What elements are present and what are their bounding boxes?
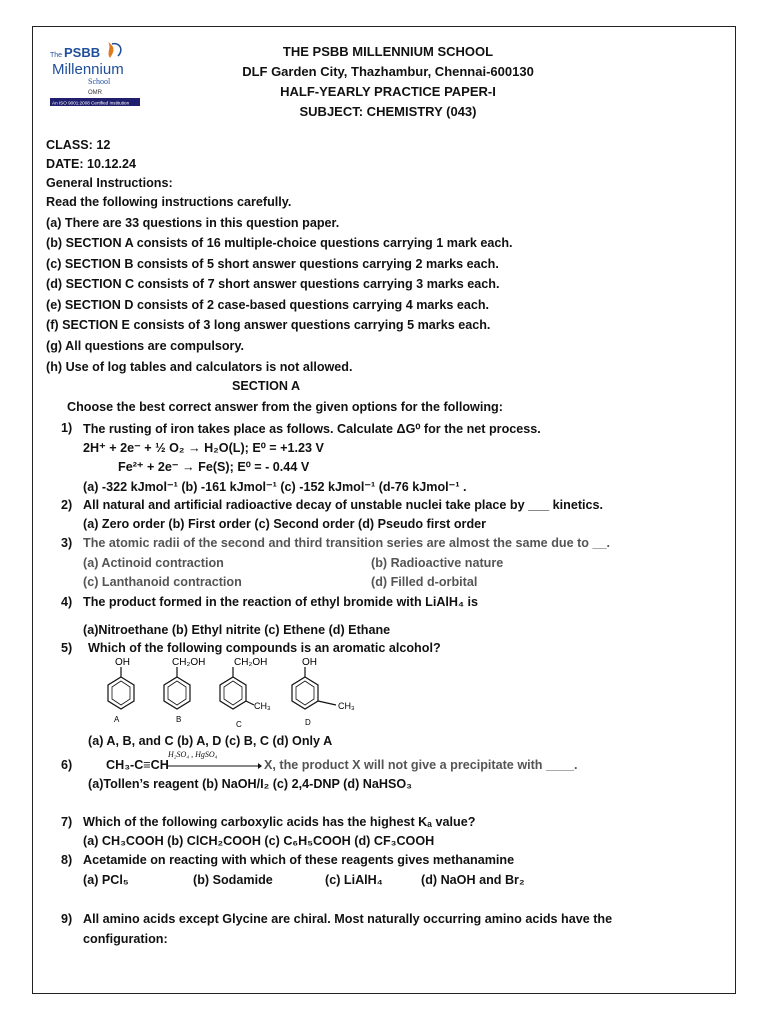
molecule-b-label: B: [176, 715, 182, 724]
q7-text: Which of the following carboxylic acids has the highest Kₐ value?: [83, 815, 476, 829]
q3-option-a: (a) Actinoid contraction: [83, 556, 224, 570]
molecule-c-group: CH₂OH: [234, 657, 268, 668]
q6-number: 6): [61, 758, 73, 772]
q4-options: (a)Nitroethane (b) Ethyl nitrite (c) Ethene (d) Ethane: [83, 623, 391, 637]
q8-text: Acetamide on reacting with which of these reagents gives methanamine: [83, 853, 515, 867]
general-instructions-title: General Instructions:: [46, 176, 173, 190]
q5-options: (a) A, B, and C (b) A, D (c) B, C (d) Only A: [88, 734, 333, 748]
molecule-d: [280, 655, 370, 736]
q1-equation-2: Fe²⁺ + 2e⁻ → Fe(S); E⁰ = - 0.44 V: [118, 460, 310, 474]
logo-millennium: Millennium: [52, 61, 124, 78]
q6-reagent: H₂SO₄ , HgSO₄: [168, 750, 218, 759]
q9-number: 9): [61, 912, 73, 926]
school-name: THE PSBB MILLENNIUM SCHOOL: [282, 44, 494, 59]
q5-number: 5): [61, 641, 73, 655]
q5-text: Which of the following compounds is an aromatic alcohol?: [88, 641, 441, 655]
date-line: DATE: 10.12.24: [46, 157, 137, 171]
molecule-c: [208, 655, 278, 736]
section-a-directive: Choose the best correct answer from the given options for the following:: [67, 400, 503, 414]
school-logo: [50, 38, 142, 108]
q3-number: 3): [61, 536, 73, 550]
q1-options: (a) -322 kJmol⁻¹ (b) -161 kJmol⁻¹ (c) -152 kJmol⁻¹ (d-76 kJmol⁻¹ .: [83, 480, 467, 494]
instruction-item: (b) SECTION A consists of 16 multiple-choice questions carrying 1 mark each.: [46, 236, 513, 250]
q3-option-c: (c) Lanthanoid contraction: [83, 575, 242, 589]
q2-text: All natural and artificial radioactive decay of unstable nuclei take place by ___ kinetics.: [83, 498, 604, 512]
q8-option-b: (b) Sodamide: [193, 873, 273, 887]
q3-option-d: (d) Filled d-orbital: [371, 575, 478, 589]
q8-option-a: (a) PCl₅: [83, 873, 129, 887]
q3-text: The atomic radii of the second and third transition series are almost the same due to __.: [83, 536, 610, 550]
logo-the: The: [50, 52, 63, 59]
instruction-item: (f) SECTION E consists of 3 long answer questions carrying 5 marks each.: [46, 318, 491, 332]
logo-omr: OMR: [88, 90, 102, 96]
molecule-b: [152, 655, 212, 730]
q1-number: 1): [61, 421, 73, 435]
molecule-c-label: C: [236, 720, 242, 729]
q8-option-d: (d) NaOH and Br₂: [421, 873, 525, 887]
molecule-a-group: OH: [115, 657, 130, 668]
q6-reactant: CH₃-C≡CH: [106, 758, 169, 772]
q6-options: (a)Tollen’s reagent (b) NaOH/I₂ (c) 2,4-DNP (d) NaHSO₃: [88, 777, 412, 791]
q2-number: 2): [61, 498, 73, 512]
q1-equation-1: 2H⁺ + 2e⁻ + ½ O₂ → H₂O(L); E⁰ = +1.23 V: [83, 441, 324, 455]
instruction-item: (e) SECTION D consists of 2 case-based questions carrying 4 marks each.: [46, 298, 490, 312]
molecule-a-label: A: [114, 715, 120, 724]
q1-text: The rusting of iron takes place as follows. Calculate ΔG⁰ for the net process.: [83, 422, 541, 436]
reaction-arrow-icon: [168, 762, 262, 770]
q9-text-line-2: configuration:: [83, 932, 168, 946]
instruction-item: (a) There are 33 questions in this question paper.: [46, 216, 340, 230]
q3-option-b: (b) Radioactive nature: [371, 556, 504, 570]
q6-text: X, the product X will not give a precipitate with ____.: [264, 758, 578, 772]
q7-options: (a) CH₃COOH (b) ClCH₂COOH (c) C₆H₅COOH (d) CF₃COOH: [83, 834, 435, 848]
read-carefully-line: Read the following instructions carefully.: [46, 195, 292, 209]
subject-line: SUBJECT: CHEMISTRY (043): [299, 104, 477, 119]
instruction-item: (h) Use of log tables and calculators is not allowed.: [46, 360, 353, 374]
molecule-d-label: D: [305, 718, 311, 727]
q8-option-c: (c) LiAlH₄: [325, 873, 383, 887]
section-a-title: SECTION A: [232, 379, 301, 393]
molecule-b-group: CH₂OH: [172, 657, 206, 668]
paper-title: HALF-YEARLY PRACTICE PAPER-I: [280, 84, 496, 99]
class-line: CLASS: 12: [46, 138, 111, 152]
logo-cert: An ISO 9001:2008 Certified Institution: [52, 100, 130, 106]
logo-school: School: [88, 77, 111, 86]
q2-options: (a) Zero order (b) First order (c) Second order (d) Pseudo first order: [83, 517, 487, 531]
q4-text: The product formed in the reaction of ethyl bromide with LiAlH₄ is: [83, 595, 479, 609]
q9-text-line-1: All amino acids except Glycine are chiral. Most naturally occurring amino acids have the: [83, 912, 613, 926]
school-address: DLF Garden City, Thazhambur, Chennai-600130: [242, 64, 534, 79]
q4-number: 4): [61, 595, 73, 609]
molecule-d-side: CH₃: [338, 701, 355, 711]
instruction-item: (d) SECTION C consists of 7 short answer questions carrying 3 marks each.: [46, 277, 500, 291]
logo-psbb: PSBB: [64, 45, 101, 60]
instruction-item: (g) All questions are compulsory.: [46, 339, 245, 353]
molecule-a: [96, 655, 146, 730]
q8-number: 8): [61, 853, 73, 867]
molecule-c-side: CH₃: [254, 701, 271, 711]
molecule-d-group: OH: [302, 657, 317, 668]
q7-number: 7): [61, 815, 73, 829]
instruction-item: (c) SECTION B consists of 5 short answer questions carrying 2 marks each.: [46, 257, 499, 271]
